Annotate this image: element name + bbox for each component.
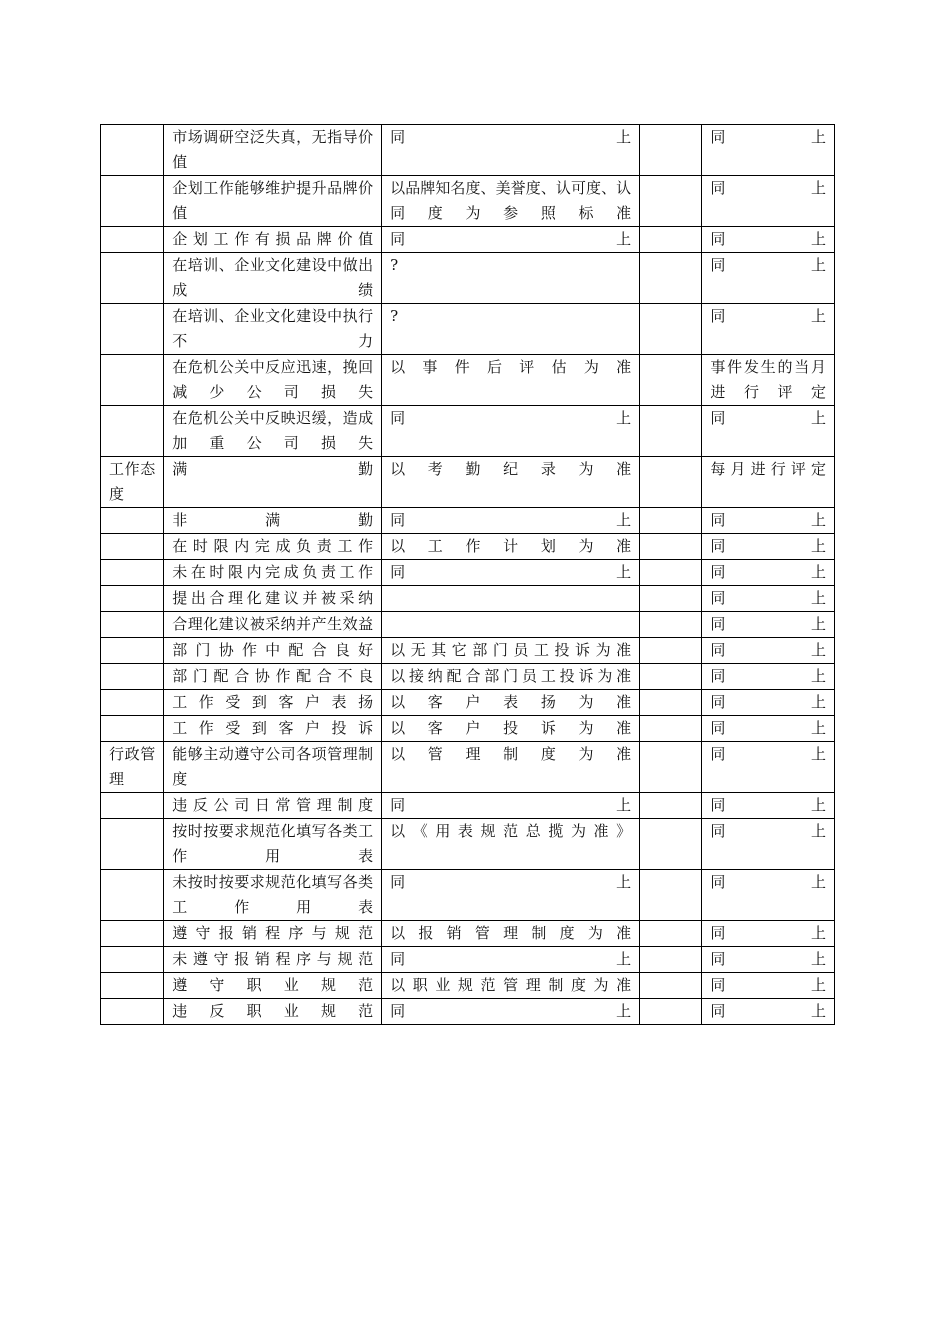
- standard-cell: 以《用表规范总揽为准》: [382, 819, 640, 870]
- score-cell: [640, 586, 702, 612]
- table-row: [101, 125, 835, 176]
- item-cell: 遵守报销程序与规范: [164, 921, 382, 947]
- score-cell: [640, 612, 702, 638]
- category-cell: [101, 508, 164, 534]
- note-cell: 同上: [702, 406, 835, 457]
- item-cell: 能够主动遵守公司各项管理制度: [164, 742, 382, 793]
- category-cell: [101, 253, 164, 304]
- score-cell: [640, 560, 702, 586]
- category-cell: [101, 560, 164, 586]
- standard-cell: 以考勤纪录为准: [382, 457, 640, 508]
- category-cell: [101, 304, 164, 355]
- category-cell: [101, 921, 164, 947]
- table-row: [101, 253, 835, 304]
- note-cell: 同上: [702, 534, 835, 560]
- table-row: [101, 457, 835, 508]
- table-row: [101, 406, 835, 457]
- category-cell: [101, 176, 164, 227]
- item-cell: 未按时按要求规范化填写各类工作用表: [164, 870, 382, 921]
- item-cell: 非满勤: [164, 508, 382, 534]
- category-cell: [101, 870, 164, 921]
- table-row: [101, 586, 835, 612]
- table-row: [101, 999, 835, 1025]
- standard-cell: 以品牌知名度、美誉度、认可度、认同度为参照标准: [382, 176, 640, 227]
- standard-cell: ?: [382, 253, 640, 304]
- note-cell: 同上: [702, 870, 835, 921]
- score-cell: [640, 664, 702, 690]
- note-cell: 同上: [702, 176, 835, 227]
- standard-cell: 同上: [382, 870, 640, 921]
- standard-cell: [382, 586, 640, 612]
- note-cell: 同上: [702, 742, 835, 793]
- evaluation-table: [100, 124, 835, 1025]
- note-cell: 同上: [702, 304, 835, 355]
- category-cell: [101, 819, 164, 870]
- item-cell: 在时限内完成负责工作: [164, 534, 382, 560]
- score-cell: [640, 508, 702, 534]
- item-cell: 在培训、企业文化建设中做出成绩: [164, 253, 382, 304]
- table-row: [101, 355, 835, 406]
- table-row: [101, 638, 835, 664]
- note-cell: 同上: [702, 921, 835, 947]
- score-cell: [640, 793, 702, 819]
- item-cell: 未在时限内完成负责工作: [164, 560, 382, 586]
- category-cell: [101, 690, 164, 716]
- standard-cell: 以客户表扬为准: [382, 690, 640, 716]
- note-cell: 同上: [702, 999, 835, 1025]
- score-cell: [640, 534, 702, 560]
- table-row: [101, 560, 835, 586]
- table-row: [101, 534, 835, 560]
- table-row: [101, 176, 835, 227]
- note-cell: 事件发生的当月进行评定: [702, 355, 835, 406]
- note-cell: 同上: [702, 586, 835, 612]
- standard-cell: 以无其它部门员工投诉为准: [382, 638, 640, 664]
- table-row: [101, 690, 835, 716]
- standard-cell: 以工作计划为准: [382, 534, 640, 560]
- score-cell: [640, 406, 702, 457]
- score-cell: [640, 690, 702, 716]
- standard-cell: 同上: [382, 406, 640, 457]
- score-cell: [640, 304, 702, 355]
- table-body: [101, 125, 835, 1025]
- item-cell: 部门协作中配合良好: [164, 638, 382, 664]
- score-cell: [640, 355, 702, 406]
- item-cell: 企划工作有损品牌价值: [164, 227, 382, 253]
- standard-cell: 以客户投诉为准: [382, 716, 640, 742]
- item-cell: 提出合理化建议并被采纳: [164, 586, 382, 612]
- standard-cell: 以接纳配合部门员工投诉为准: [382, 664, 640, 690]
- table-row: [101, 716, 835, 742]
- standard-cell: 以管理制度为准: [382, 742, 640, 793]
- score-cell: [640, 716, 702, 742]
- item-cell: 合理化建议被采纳并产生效益: [164, 612, 382, 638]
- category-cell: [101, 638, 164, 664]
- category-cell: 工作态度: [101, 457, 164, 508]
- score-cell: [640, 638, 702, 664]
- note-cell: 同上: [702, 973, 835, 999]
- item-cell: 市场调研空泛失真，无指导价值: [164, 125, 382, 176]
- category-cell: [101, 947, 164, 973]
- item-cell: 满勤: [164, 457, 382, 508]
- score-cell: [640, 125, 702, 176]
- item-cell: 工作受到客户表扬: [164, 690, 382, 716]
- item-cell: 按时按要求规范化填写各类工作用表: [164, 819, 382, 870]
- note-cell: 同上: [702, 793, 835, 819]
- note-cell: 每月进行评定: [702, 457, 835, 508]
- category-cell: [101, 716, 164, 742]
- note-cell: 同上: [702, 716, 835, 742]
- table-row: [101, 664, 835, 690]
- table-row: [101, 793, 835, 819]
- standard-cell: ?: [382, 304, 640, 355]
- score-cell: [640, 921, 702, 947]
- note-cell: 同上: [702, 690, 835, 716]
- score-cell: [640, 819, 702, 870]
- category-cell: [101, 125, 164, 176]
- item-cell: 工作受到客户投诉: [164, 716, 382, 742]
- item-cell: 在培训、企业文化建设中执行不力: [164, 304, 382, 355]
- table-row: [101, 819, 835, 870]
- note-cell: 同上: [702, 819, 835, 870]
- item-cell: 违反公司日常管理制度: [164, 793, 382, 819]
- note-cell: 同上: [702, 638, 835, 664]
- category-cell: [101, 973, 164, 999]
- item-cell: 未遵守报销程序与规范: [164, 947, 382, 973]
- table-row: [101, 612, 835, 638]
- item-cell: 在危机公关中反应迅速，挽回减少公司损失: [164, 355, 382, 406]
- table-row: [101, 227, 835, 253]
- table-row: [101, 870, 835, 921]
- standard-cell: 同上: [382, 125, 640, 176]
- table-row: [101, 947, 835, 973]
- category-cell: [101, 586, 164, 612]
- item-cell: 遵守职业规范: [164, 973, 382, 999]
- standard-cell: 同上: [382, 947, 640, 973]
- standard-cell: 以职业规范管理制度为准: [382, 973, 640, 999]
- note-cell: 同上: [702, 947, 835, 973]
- score-cell: [640, 947, 702, 973]
- standard-cell: 同上: [382, 999, 640, 1025]
- standard-cell: 同上: [382, 560, 640, 586]
- score-cell: [640, 742, 702, 793]
- item-cell: 部门配合协作配合不良: [164, 664, 382, 690]
- standard-cell: [382, 612, 640, 638]
- category-cell: [101, 227, 164, 253]
- note-cell: 同上: [702, 612, 835, 638]
- table-row: [101, 742, 835, 793]
- standard-cell: 同上: [382, 227, 640, 253]
- table-row: [101, 508, 835, 534]
- standard-cell: 以报销管理制度为准: [382, 921, 640, 947]
- note-cell: 同上: [702, 664, 835, 690]
- note-cell: 同上: [702, 560, 835, 586]
- score-cell: [640, 253, 702, 304]
- score-cell: [640, 227, 702, 253]
- standard-cell: 以事件后评估为准: [382, 355, 640, 406]
- score-cell: [640, 457, 702, 508]
- item-cell: 在危机公关中反映迟缓，造成加重公司损失: [164, 406, 382, 457]
- score-cell: [640, 176, 702, 227]
- note-cell: 同上: [702, 253, 835, 304]
- standard-cell: 同上: [382, 508, 640, 534]
- category-cell: [101, 406, 164, 457]
- item-cell: 违反职业规范: [164, 999, 382, 1025]
- category-cell: [101, 999, 164, 1025]
- table-row: [101, 973, 835, 999]
- standard-cell: 同上: [382, 793, 640, 819]
- category-cell: [101, 612, 164, 638]
- note-cell: 同上: [702, 125, 835, 176]
- category-cell: [101, 793, 164, 819]
- category-cell: [101, 355, 164, 406]
- category-cell: 行政管理: [101, 742, 164, 793]
- score-cell: [640, 973, 702, 999]
- table-row: [101, 304, 835, 355]
- item-cell: 企划工作能够维护提升品牌价值: [164, 176, 382, 227]
- note-cell: 同上: [702, 508, 835, 534]
- category-cell: [101, 534, 164, 560]
- note-cell: 同上: [702, 227, 835, 253]
- table-row: [101, 921, 835, 947]
- score-cell: [640, 870, 702, 921]
- score-cell: [640, 999, 702, 1025]
- category-cell: [101, 664, 164, 690]
